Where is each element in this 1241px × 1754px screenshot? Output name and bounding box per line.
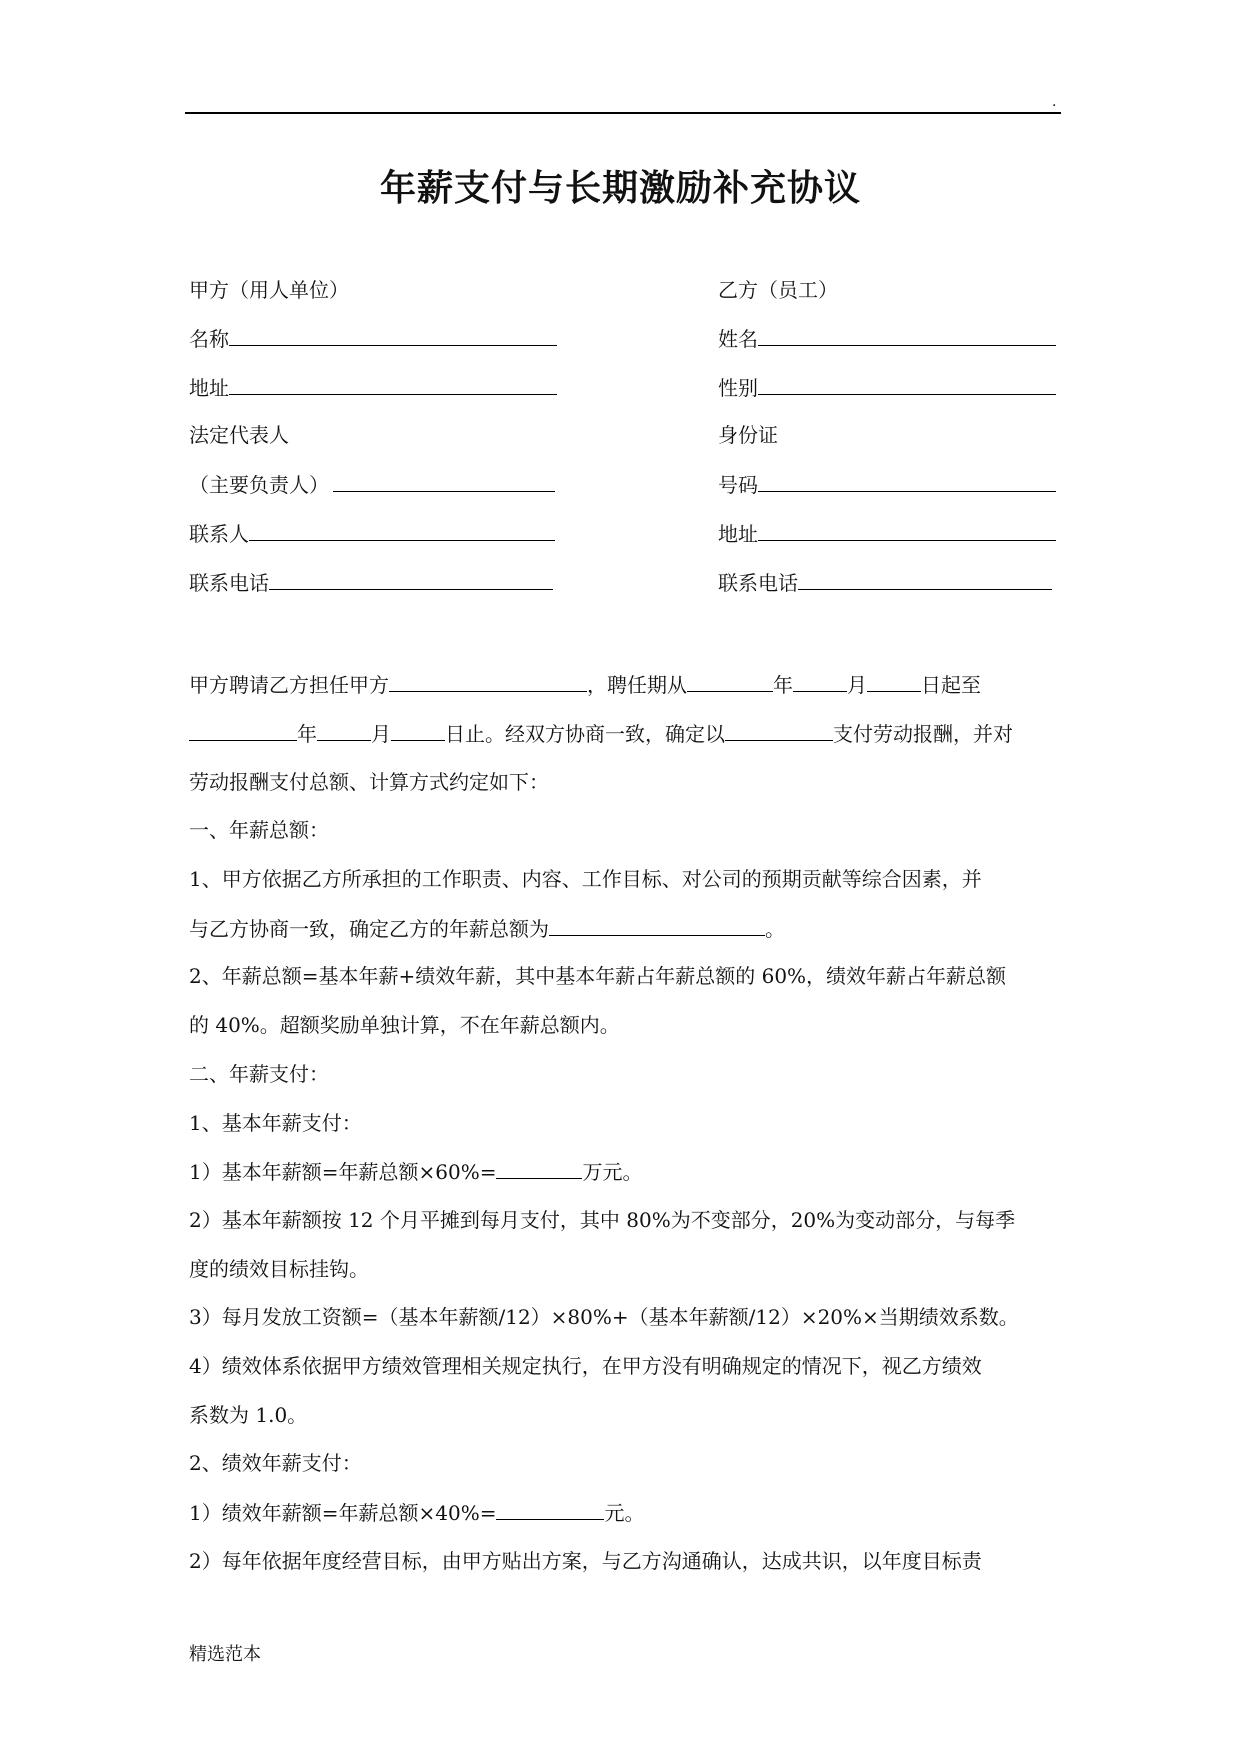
party-a-rep-blank[interactable] (333, 469, 555, 492)
party-a-phone-blank[interactable] (269, 567, 553, 590)
party-b-id-row (718, 469, 1056, 499)
party-a-phone-label: 联系电话 (189, 571, 269, 595)
party-a-rep-label: 法定代表人 (189, 423, 289, 447)
section-2-2-item-2: 2）每年依据年度经营目标，由甲方贴出方案，与乙方沟通确认，达成共识，以年度目标责 (189, 1549, 982, 1573)
party-b-address-blank[interactable] (758, 518, 1056, 541)
intro-text: 月 (371, 722, 391, 746)
intro-text: 月 (847, 673, 867, 697)
section-2-sub-2: 2、绩效年薪支付： (189, 1451, 362, 1475)
party-b-gender-blank[interactable] (758, 372, 1056, 395)
section-2-1-item-1 (189, 1156, 642, 1187)
body-text: 元。 (604, 1501, 645, 1525)
section-1-item-1-line-2 (189, 913, 785, 944)
footer-text: 精选范本 (189, 1644, 261, 1665)
section-1-item-1-line-1: 1、甲方依据乙方所承担的工作职责、内容、工作目标、对公司的预期贡献等综合因素，并 (189, 867, 982, 891)
section-2-1-item-2-line-1: 2）基本年薪额按 12 个月平摊到每月支付，其中 80%为不变部分，20%为变动部分，与每季 (189, 1208, 1016, 1232)
header-rule (185, 112, 1061, 114)
party-b-gender-row (718, 372, 1056, 402)
party-b-gender-label: 性别 (718, 376, 758, 400)
party-a-address-label: 地址 (189, 376, 229, 400)
intro-text: 年 (773, 673, 793, 697)
party-a-name-blank[interactable] (229, 323, 557, 346)
party-a-name-label: 名称 (189, 327, 229, 351)
section-2-1-item-4-line-2: 系数为 1.0。 (189, 1403, 308, 1427)
body-text: 与乙方协商一致，确定乙方的年薪总额为 (189, 917, 549, 941)
section-1-title: 一、年薪总额： (189, 818, 329, 842)
party-a-address-blank[interactable] (229, 372, 557, 395)
party-a-heading: 甲方（用人单位） (189, 278, 349, 302)
party-b-phone-row (718, 567, 1052, 597)
party-b-name-label: 姓名 (718, 327, 758, 351)
end-month-blank[interactable] (317, 718, 371, 741)
party-a-address-row (189, 372, 557, 402)
header-dot: . (1052, 94, 1057, 110)
intro-text: 年 (297, 722, 317, 746)
party-a-contact-label: 联系人 (189, 522, 249, 546)
page-title: 年薪支付与长期激励补充协议 (379, 167, 861, 209)
party-a-contact-blank[interactable] (249, 518, 555, 541)
end-year-blank[interactable] (189, 718, 297, 741)
party-b-phone-blank[interactable] (798, 567, 1052, 590)
party-b-address-label: 地址 (718, 522, 758, 546)
party-a-contact-row (189, 518, 555, 548)
body-text: 。 (765, 917, 785, 941)
annual-total-blank[interactable] (549, 913, 765, 936)
payment-method-blank[interactable] (725, 718, 833, 741)
section-2-2-item-1 (189, 1497, 644, 1528)
party-b-id-label-2: 号码 (718, 473, 758, 497)
party-b-id-blank[interactable] (758, 469, 1056, 492)
party-b-phone-label: 联系电话 (718, 571, 798, 595)
section-2-title: 二、年薪支付： (189, 1062, 329, 1086)
section-2-1-item-4-line-1: 4）绩效体系依据甲方绩效管理相关规定执行，在甲方没有明确规定的情况下，视乙方绩效 (189, 1354, 982, 1378)
start-month-blank[interactable] (793, 669, 847, 692)
party-a-name-row (189, 323, 557, 353)
party-b-id-label: 身份证 (718, 423, 778, 447)
party-b-name-row (718, 323, 1056, 353)
intro-line-3: 劳动报酬支付总额、计算方式约定如下： (189, 770, 549, 794)
intro-text: 支付劳动报酬，并对 (833, 722, 1013, 746)
section-2-1-item-2-line-2: 度的绩效目标挂钩。 (189, 1257, 369, 1281)
start-year-blank[interactable] (687, 669, 773, 692)
body-text: 万元。 (582, 1160, 643, 1184)
intro-text: 日止。经双方协商一致，确定以 (445, 722, 725, 746)
performance-salary-blank[interactable] (496, 1497, 604, 1520)
intro-line-2 (189, 718, 1013, 749)
section-1-item-2-line-1: 2、年薪总额=基本年薪+绩效年薪，其中基本年薪占年薪总额的 60%，绩效年薪占年薪总额 (189, 964, 1007, 988)
intro-text: ，聘任期从 (587, 673, 687, 697)
party-a-phone-row (189, 567, 553, 597)
position-blank[interactable] (389, 669, 587, 692)
section-2-1-item-3: 3）每月发放工资额=（基本年薪额/12）×80%+（基本年薪额/12）×20%×当期绩效系数。 (189, 1305, 1019, 1329)
intro-line-1 (189, 669, 981, 700)
party-a-rep-label-2: （主要负责人） (189, 473, 329, 497)
start-day-blank[interactable] (867, 669, 921, 692)
body-text: 1）绩效年薪额=年薪总额×40%= (189, 1501, 497, 1525)
party-b-address-row (718, 518, 1056, 548)
party-a-rep-row (189, 469, 555, 499)
party-b-heading: 乙方（员工） (718, 278, 838, 302)
party-b-name-blank[interactable] (758, 323, 1056, 346)
intro-text: 日起至 (921, 673, 981, 697)
base-salary-blank[interactable] (496, 1156, 582, 1179)
section-2-sub-1: 1、基本年薪支付： (189, 1111, 362, 1135)
end-day-blank[interactable] (391, 718, 445, 741)
section-1-item-2-line-2: 的 40%。超额奖励单独计算，不在年薪总额内。 (189, 1013, 620, 1037)
intro-text: 甲方聘请乙方担任甲方 (189, 673, 389, 697)
body-text: 1）基本年薪额=年薪总额×60%= (189, 1160, 497, 1184)
